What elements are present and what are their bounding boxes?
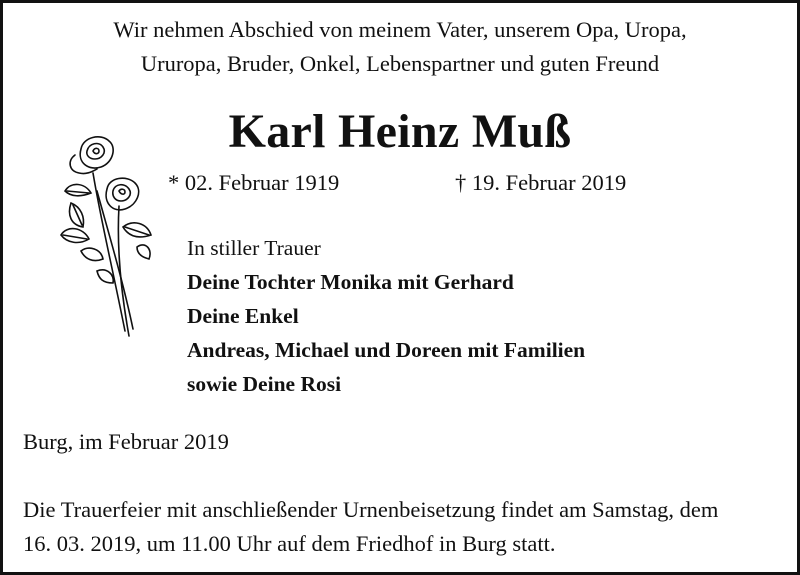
mourners-list (187, 231, 585, 401)
death-date: † 19. Februar 2019 (455, 170, 627, 195)
mourner-entry: Deine Enkel (187, 304, 299, 328)
place-and-date: Burg, im Februar 2019 (23, 429, 229, 454)
birth-date: * 02. Februar 1919 (168, 170, 340, 195)
mourner-entry: Deine Tochter Monika mit Gerhard (187, 270, 514, 294)
mourner-entry: sowie Deine Rosi (187, 372, 342, 396)
ceremony-details (23, 493, 783, 561)
intro-line-2: Ururopa, Bruder, Onkel, Lebenspartner und guten Freund (140, 51, 660, 76)
mourner-entry: Andreas, Michael und Doreen mit Familien (187, 338, 586, 362)
roses-illustration-icon (53, 131, 153, 341)
intro-line-1: Wir nehmen Abschied von meinem Vater, unserem Opa, Uropa, (113, 17, 687, 42)
intro-text (3, 13, 797, 81)
deceased-name: Karl Heinz Muß (228, 105, 572, 158)
ceremony-line-2: 16. 03. 2019, um 11.00 Uhr auf dem Friedhof in Burg statt. (23, 531, 556, 556)
ceremony-line-1: Die Trauerfeier mit anschließender Urnenbeisetzung findet am Samstag, dem (23, 497, 719, 522)
mourners-intro: In stiller Trauer (187, 236, 321, 260)
